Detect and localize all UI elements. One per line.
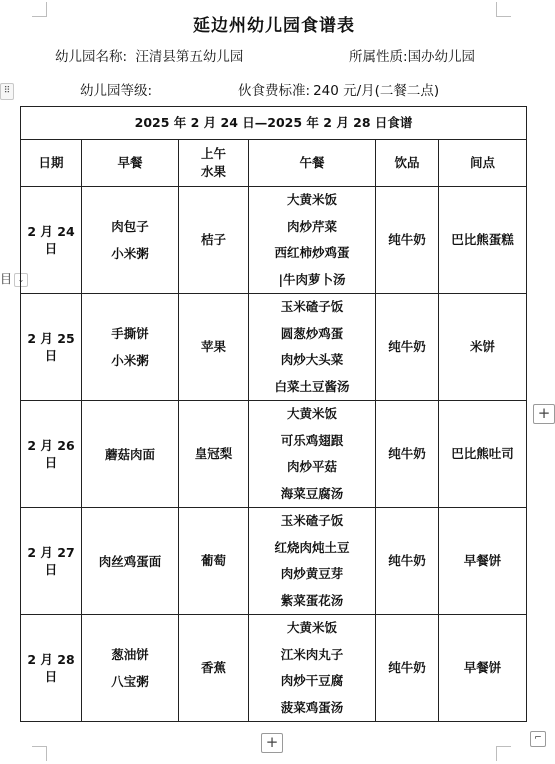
fruit-cell: 苹果 — [179, 294, 249, 401]
snack-cell: 巴比熊蛋糕 — [439, 187, 527, 294]
lunch-cell — [249, 187, 376, 294]
fruit-cell: 香蕉 — [179, 615, 249, 722]
kindergarten-name-value: 汪清县第五幼儿园 — [135, 49, 244, 65]
drink-cell: 纯牛奶 — [376, 401, 439, 508]
date-range-cell: 2025 年 2 月 24 日—2025 年 2 月 28 日食谱 — [21, 107, 527, 140]
document-title: 延边州幼儿园食谱表 — [193, 16, 355, 36]
header-row — [21, 140, 527, 187]
table-row — [21, 615, 527, 722]
breakfast-item: 小米粥 — [111, 353, 149, 368]
drink-cell: 纯牛奶 — [376, 615, 439, 722]
date-cell — [21, 294, 82, 401]
date-cell — [21, 508, 82, 615]
breakfast-item: 小米粥 — [111, 246, 149, 261]
nature-label: 所属性质: — [349, 49, 408, 65]
table-row — [21, 187, 527, 294]
breakfast-item: 八宝粥 — [111, 674, 149, 689]
menu-table — [20, 106, 527, 722]
breakfast-cell — [82, 508, 179, 615]
fruit-cell: 皇冠梨 — [179, 401, 249, 508]
date-line: 2 月 28 — [27, 652, 75, 667]
kindergarten-name-line — [55, 45, 243, 65]
lunch-item: 大黄米饭 — [286, 192, 337, 207]
fruit-cell: 葡萄 — [179, 508, 249, 615]
lunch-cell — [249, 508, 376, 615]
date-line: 日 — [44, 348, 58, 363]
add-row-button[interactable]: + — [261, 733, 283, 753]
lunch-item: 白菜土豆酱汤 — [274, 378, 350, 394]
snack-cell: 早餐饼 — [439, 508, 527, 615]
snack-cell: 米饼 — [439, 294, 527, 401]
lunch-item: |牛肉萝卜汤 — [278, 271, 346, 287]
date-cell — [21, 615, 82, 722]
lunch-item: 肉炒干豆腐 — [280, 673, 344, 688]
date-line: 日 — [44, 455, 58, 470]
lunch-item: 肉炒芹菜 — [286, 218, 337, 234]
header-snack: 间点 — [439, 140, 527, 187]
lunch-item: 肉炒大头菜 — [280, 352, 344, 367]
fee-value: 240 元/月(二餐二点) — [313, 83, 440, 99]
lunch-item: 可乐鸡翅跟 — [280, 432, 344, 448]
header-breakfast: 早餐 — [82, 140, 179, 187]
lunch-item: 江米肉丸子 — [280, 646, 344, 662]
breakfast-cell — [82, 615, 179, 722]
date-line: 2 月 25 — [27, 331, 75, 346]
header-fruit — [179, 140, 249, 187]
side-outline-label: 目 — [0, 272, 13, 286]
nature-value: 国办幼儿园 — [407, 49, 476, 65]
lunch-item: 大黄米饭 — [286, 406, 337, 421]
header-fruit-line2: 水果 — [200, 164, 226, 179]
grade-line — [80, 79, 152, 99]
kindergarten-name-label: 幼儿园名称: — [55, 49, 128, 65]
breakfast-item: 葱油饼 — [111, 647, 149, 662]
date-range-row — [21, 107, 527, 140]
drink-cell: 纯牛奶 — [376, 294, 439, 401]
date-cell — [21, 187, 82, 294]
breakfast-item: 蘑菇肉面 — [104, 446, 155, 462]
breakfast-item: 肉丝鸡蛋面 — [98, 553, 162, 569]
date-cell — [21, 401, 82, 508]
lunch-item: 紫菜蛋花汤 — [280, 592, 344, 608]
lunch-cell — [249, 294, 376, 401]
snack-cell: 早餐饼 — [439, 615, 527, 722]
header-lunch: 午餐 — [249, 140, 376, 187]
lunch-item: 西红柿炒鸡蛋 — [274, 245, 350, 260]
date-line: 2 月 27 — [27, 545, 75, 560]
lunch-item: 圆葱炒鸡蛋 — [280, 325, 344, 341]
lunch-cell — [249, 615, 376, 722]
breakfast-cell — [82, 187, 179, 294]
fee-label: 伙食费标准: — [238, 83, 311, 99]
breakfast-item: 肉包子 — [111, 219, 149, 234]
resize-corner-icon[interactable]: ⌐ — [530, 731, 546, 747]
lunch-item: 红烧肉炖土豆 — [274, 539, 350, 555]
lunch-item: 海菜豆腐汤 — [280, 485, 344, 501]
lunch-item: 肉炒黄豆芽 — [280, 566, 344, 581]
add-column-button[interactable]: + — [533, 404, 555, 424]
page-corner-bottom-right — [496, 746, 511, 761]
lunch-item: 大黄米饭 — [286, 620, 337, 635]
fee-line — [238, 79, 439, 99]
lunch-item: 玉米碴子饭 — [280, 513, 344, 528]
lunch-cell — [249, 401, 376, 508]
table-drag-handle-icon[interactable]: ⠿ — [0, 83, 14, 100]
snack-cell: 巴比熊吐司 — [439, 401, 527, 508]
date-line: 2 月 24 — [27, 224, 75, 239]
drink-cell: 纯牛奶 — [376, 187, 439, 294]
date-line: 日 — [44, 669, 58, 684]
header-date: 日期 — [21, 140, 82, 187]
page-corner-bottom-left — [32, 746, 47, 761]
grade-label: 幼儿园等级: — [80, 83, 153, 99]
table-row — [21, 508, 527, 615]
date-line: 日 — [44, 562, 58, 577]
breakfast-cell — [82, 294, 179, 401]
breakfast-cell — [82, 401, 179, 508]
header-fruit-line1: 上午 — [200, 146, 226, 161]
date-line: 日 — [44, 241, 58, 256]
lunch-item: 菠菜鸡蛋汤 — [280, 699, 344, 715]
fruit-cell: 桔子 — [179, 187, 249, 294]
lunch-item: 玉米碴子饭 — [280, 299, 344, 314]
nature-line — [349, 45, 475, 65]
breakfast-item: 手撕饼 — [111, 326, 149, 341]
drink-cell: 纯牛奶 — [376, 508, 439, 615]
chevron-down-icon[interactable]: ⌄ — [14, 273, 28, 287]
table-row — [21, 401, 527, 508]
lunch-item: 肉炒平菇 — [286, 459, 337, 474]
header-drink: 饮品 — [376, 140, 439, 187]
date-line: 2 月 26 — [27, 438, 75, 453]
table-row — [21, 294, 527, 401]
